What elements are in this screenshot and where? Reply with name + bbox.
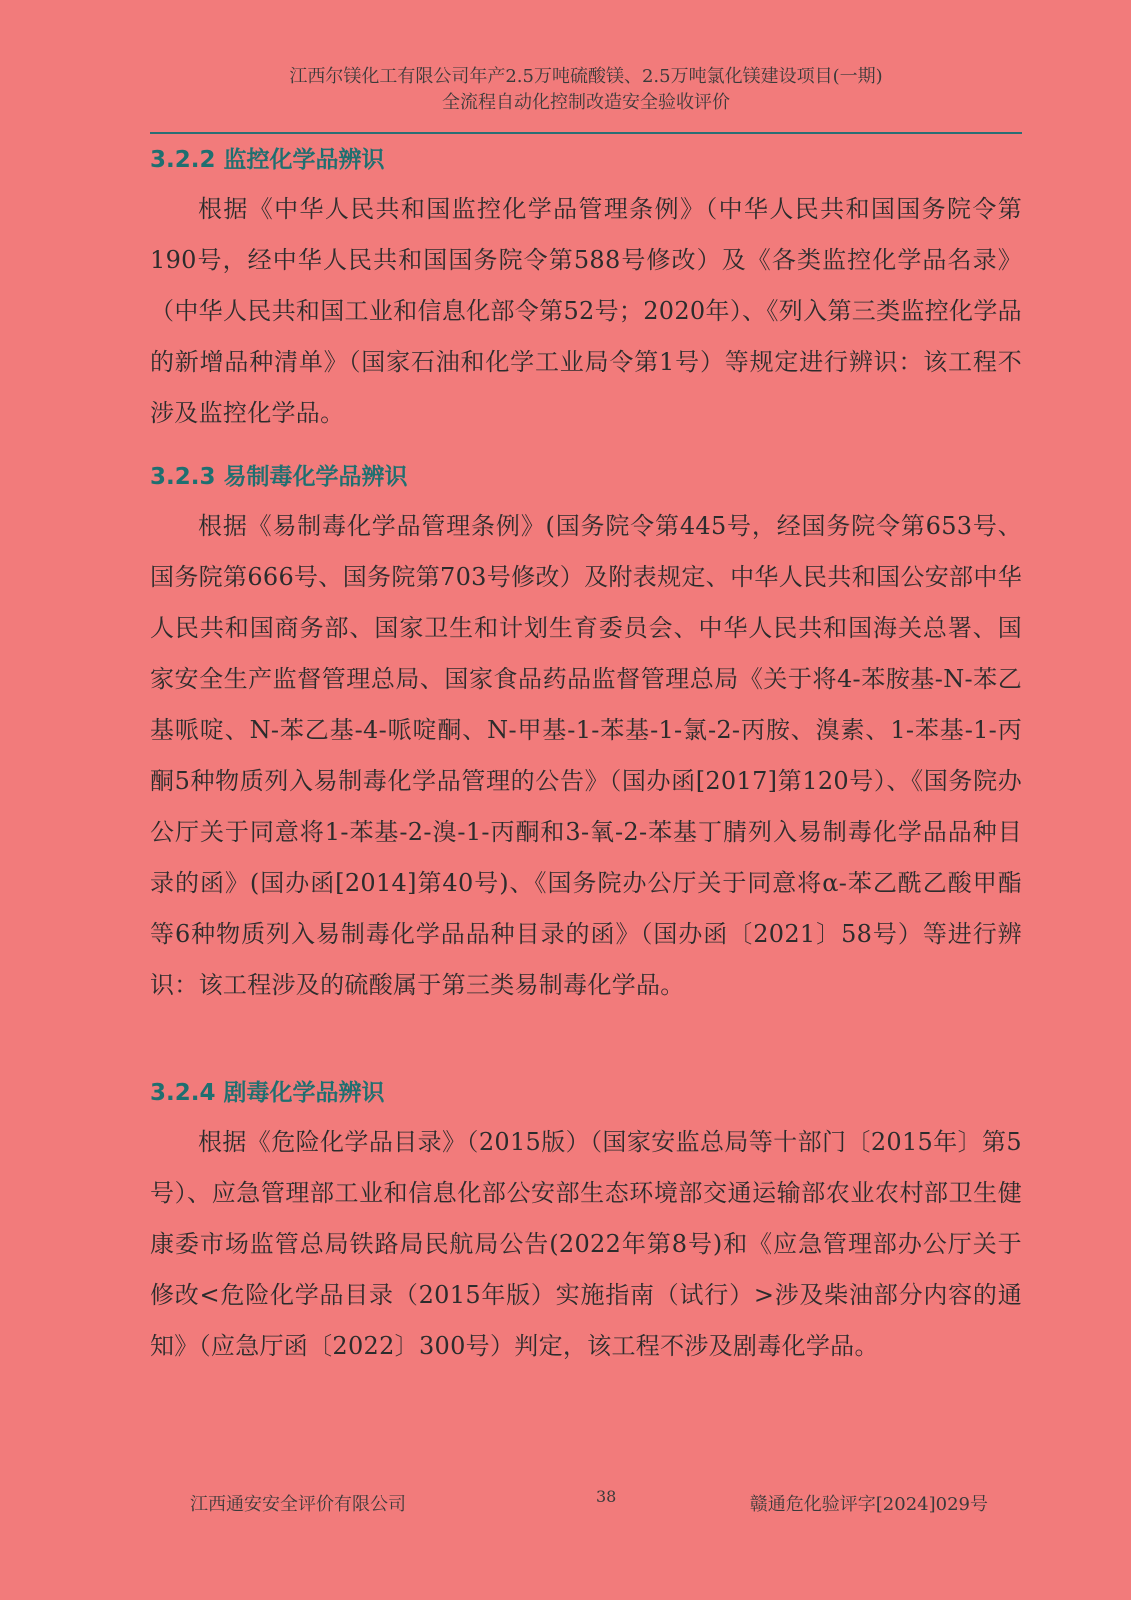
header-title-line2: 全流程自动化控制改造安全验收评价 <box>442 92 730 113</box>
section-paragraph: 根据《易制毒化学品管理条例》(国务院令第445号，经国务院令第653号、国务院第666号、国务院第703号修改）及附表规定、中华人民共和国公安部中华人民共和国商务部、国家卫生和计划生育委员会、中华人民共和国海关总署、国家安全生产监督管理总局、国家食品药品监督管理总局《关于将4-苯胺基-N-苯乙基哌啶、N-苯乙基-4-哌啶酮、N-甲基-1-苯基-1-氯-2-丙胺、溴素、1-苯基-1-丙酮5种物质列入易制毒化学品管理的公告》（国办函[2017]第120号）、《国务院办公厅关于同意将1-苯基-2-溴-1-丙酮和3-氧-2-苯基丁腈列入易制毒化学品品种目录的函》(国办函[2014]第40号)、《国务院办公厅关于同意将α-苯乙酰乙酸甲酯等6种物质列入易制毒化学品品种目录的函》（国办函〔2021〕58号）等进行辨识：该工程涉及的硫酸属于第三类易制毒化学品。 <box>150 512 1022 999</box>
footer-company: 江西通安安全评价有限公司 <box>190 1494 406 1515</box>
document-number: 赣通危化验评字[2024]029号 <box>749 1494 988 1515</box>
section-monitored-chemicals <box>150 140 1022 439</box>
page-number: 38 <box>596 1487 617 1506</box>
header-title-line1: 江西尔镁化工有限公司年产2.5万吨硫酸镁、2.5万吨氯化镁建设项目(一期) <box>289 66 883 87</box>
section-highly-toxic-chemicals <box>150 1073 1022 1372</box>
page-header <box>150 64 1022 116</box>
section-heading: 3.2.2 监控化学品辨识 <box>150 147 385 173</box>
section-paragraph: 根据《中华人民共和国监控化学品管理条例》（中华人民共和国国务院令第190号，经中华人民共和国国务院令第588号修改）及《各类监控化学品名录》（中华人民共和国工业和信息化部令第52号；2020年）、《列入第三类监控化学品的新增品种清单》（国家石油和化学工业局令第1号）等规定进行辨识：该工程不涉及监控化学品。 <box>150 195 1022 427</box>
section-heading: 3.2.4 剧毒化学品辨识 <box>150 1080 385 1106</box>
page-footer <box>150 1487 1022 1516</box>
section-precursor-chemicals <box>150 457 1022 1011</box>
section-heading: 3.2.3 易制毒化学品辨识 <box>150 464 408 490</box>
section-paragraph: 根据《危险化学品目录》（2015版）（国家安监总局等十部门〔2015年〕第5号）、应急管理部工业和信息化部公安部生态环境部交通运输部农业农村部卫生健康委市场监管总局铁路局民航局公告(2022年第8号)和《应急管理部办公厅关于修改<危险化学品目录（2015年版）实施指南（试行）>涉及柴油部分内容的通知》（应急厅函〔2022〕300号）判定，该工程不涉及剧毒化学品。 <box>150 1128 1022 1360</box>
header-divider <box>150 132 1022 134</box>
